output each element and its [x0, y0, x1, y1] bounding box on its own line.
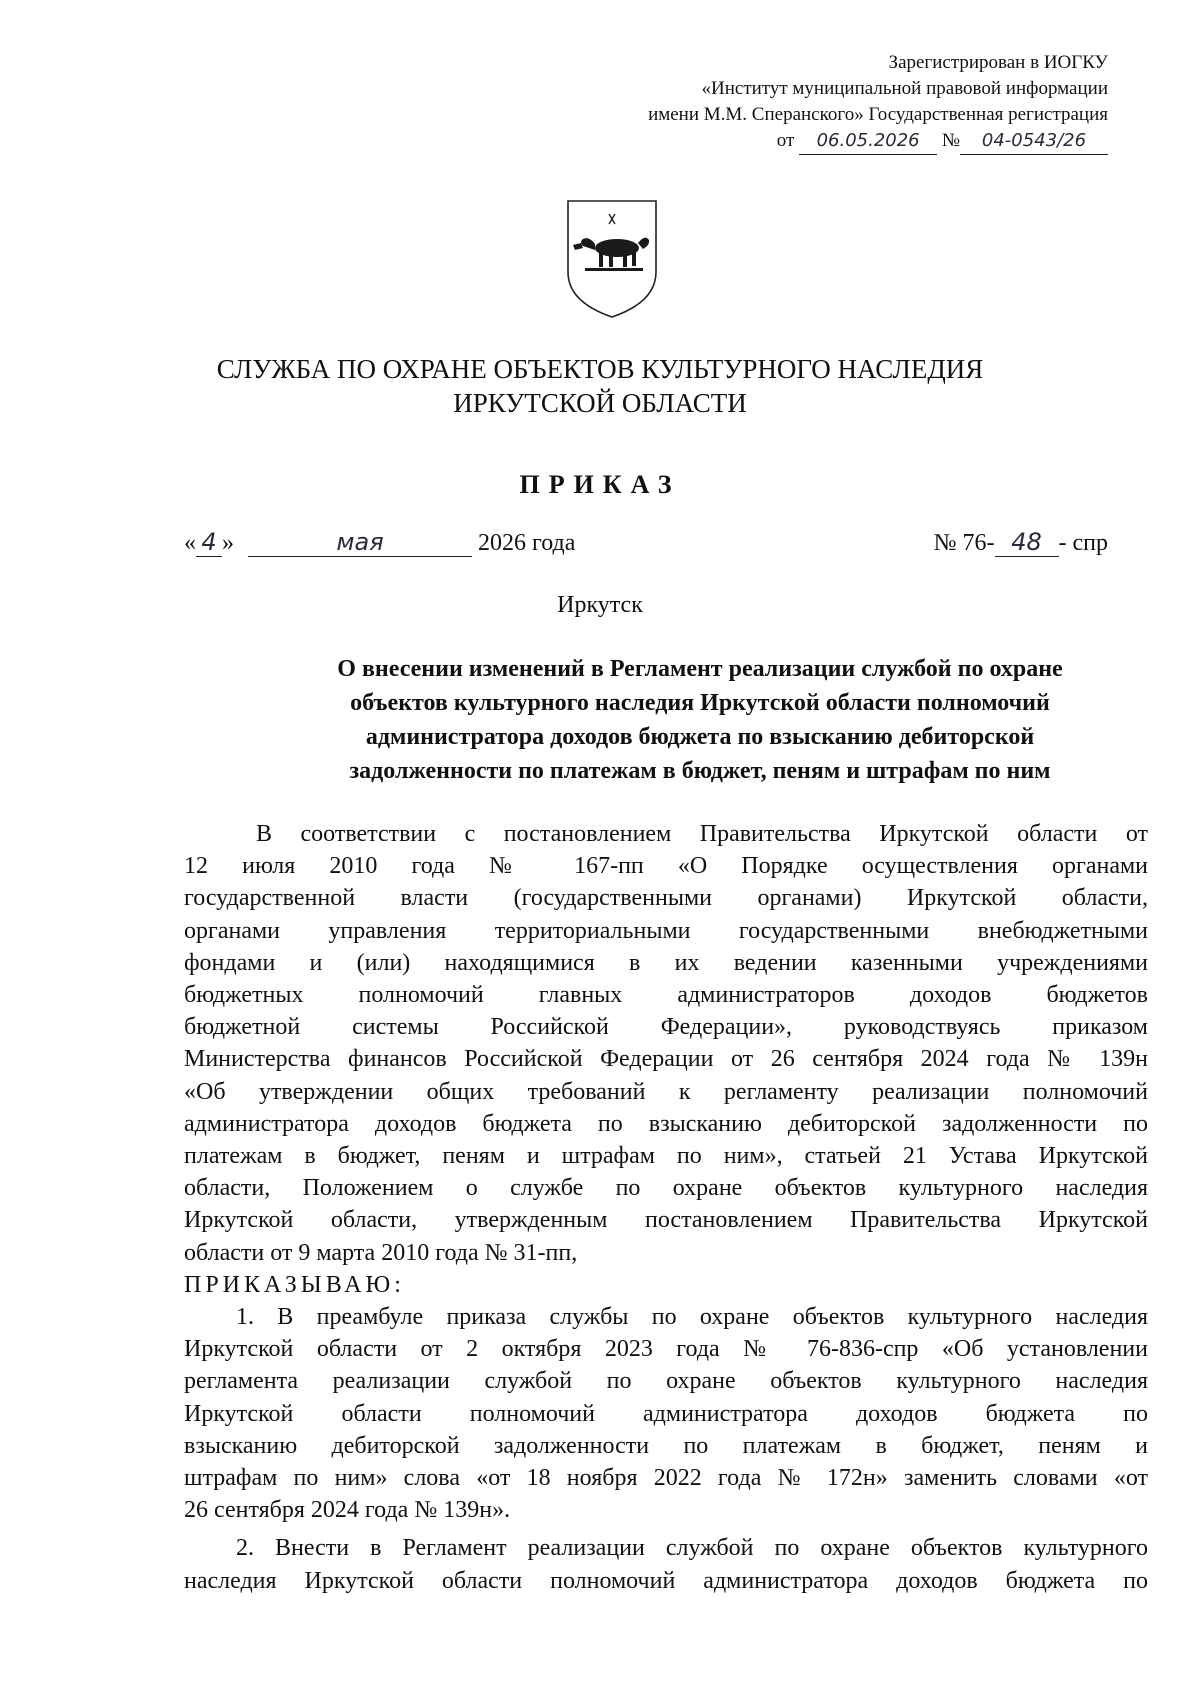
date-open-quote: «	[184, 530, 196, 556]
preamble-line: В соответствии с постановлением Правительства Иркутской области от	[256, 821, 1148, 847]
registration-line-2: «Институт муниципальной правовой информации	[701, 78, 1108, 99]
preamble-line: области, Положением о службе по охране объектов культурного наследия	[184, 1175, 1148, 1202]
registration-stamp	[648, 50, 1108, 155]
document-body	[184, 818, 1148, 1597]
number-prefix: № 76-	[933, 530, 995, 556]
date-day: 4	[196, 528, 222, 557]
organization-line-1: СЛУЖБА ПО ОХРАНЕ ОБЪЕКТОВ КУЛЬТУРНОГО НАСЛЕДИЯ	[216, 354, 984, 384]
item-1-line: взысканию дебиторской задолженности по платежам в бюджет, пеням и	[184, 1432, 1148, 1459]
item-2-line: наследия Иркутской области полномочий администратора доходов бюджета по	[184, 1567, 1148, 1594]
preamble-line: Иркутской области, утвержденным постановлением Правительства Иркутской	[184, 1207, 1148, 1234]
registration-number-prefix: №	[941, 130, 960, 151]
item-1-line: 1. В преамбуле приказа службы по охране объектов культурного наследия	[236, 1304, 1148, 1331]
preamble-line: 12 июля 2010 года № 167-пп «О Порядке осуществления органами	[184, 853, 1148, 880]
organization-name	[0, 352, 1200, 420]
item-1-line: Иркутской области от 2 октября 2023 года № 76-836-спр «Об установлении	[184, 1336, 1148, 1363]
item-1-line: регламента реализации службой по охране объектов культурного наследия	[184, 1368, 1148, 1395]
preamble-line: администратора доходов бюджета по взысканию дебиторской задолженности по	[184, 1110, 1148, 1137]
document-title	[255, 652, 1145, 788]
preamble-line: бюджетной системы Российской Федерации», руководствуясь приказом	[184, 1014, 1148, 1041]
number-suffix: - спр	[1058, 530, 1108, 556]
date-year: 2026 года	[478, 530, 576, 556]
preamble-line: Министерства финансов Российской Федерации от 26 сентября 2024 года № 139н	[184, 1046, 1148, 1073]
preamble-line: платежам в бюджет, пеням и штрафам по ним», статьей 21 Устава Иркутской	[184, 1143, 1148, 1170]
preamble-line: государственной власти (государственными органами) Иркутской области,	[184, 885, 1148, 912]
date-month: мая	[248, 528, 472, 557]
registration-number-value: 04-0543/26	[960, 128, 1108, 155]
document-type: ПРИКАЗ	[519, 470, 681, 499]
registration-date-value: 06.05.2026	[799, 128, 937, 155]
registration-date-number-line	[648, 128, 1108, 155]
preamble-line: области от 9 марта 2010 года № 31-пп,	[184, 1239, 578, 1266]
order-number	[934, 528, 1108, 557]
irkutsk-coat-of-arms-icon	[565, 198, 659, 320]
preamble-line: бюджетных полномочий главных администраторов доходов бюджетов	[184, 982, 1148, 1009]
item-1-line: Иркутской области полномочий администратора доходов бюджета по	[184, 1400, 1148, 1427]
title-line: объектов культурного наследия Иркутской области полномочий	[350, 690, 1050, 716]
item-2-line: 2. Внести в Регламент реализации службой по охране объектов культурного	[236, 1535, 1148, 1562]
item-1-line: 26 сентября 2024 года № 139н».	[184, 1497, 511, 1524]
order-word: ПРИКАЗЫВАЮ:	[184, 1271, 405, 1298]
preamble-line: фондами и (или) находящимися в их ведении казенными учреждениями	[184, 949, 1148, 976]
registration-line-3: имени М.М. Сперанского» Государственная регистрация	[648, 104, 1108, 125]
item-1-line: штрафам по ним» слова «от 18 ноября 2022 года № 172н» заменить словами «от	[184, 1465, 1148, 1492]
registration-line-1: Зарегистрирован в ИОГКУ	[888, 52, 1108, 73]
preamble-line: органами управления территориальными государственными внебюджетными	[184, 917, 1148, 944]
date-close-quote: »	[222, 530, 234, 556]
organization-line-2: ИРКУТСКОЙ ОБЛАСТИ	[453, 388, 747, 418]
registration-date-prefix: от	[776, 130, 795, 151]
title-line: О внесении изменений в Регламент реализации службой по охране	[337, 656, 1063, 682]
title-line: администратора доходов бюджета по взысканию дебиторской	[365, 724, 1035, 750]
title-line: задолженности по платежам в бюджет, пеням и штрафам по ним	[349, 758, 1051, 784]
number-value: 48	[995, 528, 1059, 557]
order-date	[184, 528, 575, 557]
preamble-line: «Об утверждении общих требований к регламенту реализации полномочий	[184, 1078, 1148, 1105]
city: Иркутск	[557, 592, 643, 618]
